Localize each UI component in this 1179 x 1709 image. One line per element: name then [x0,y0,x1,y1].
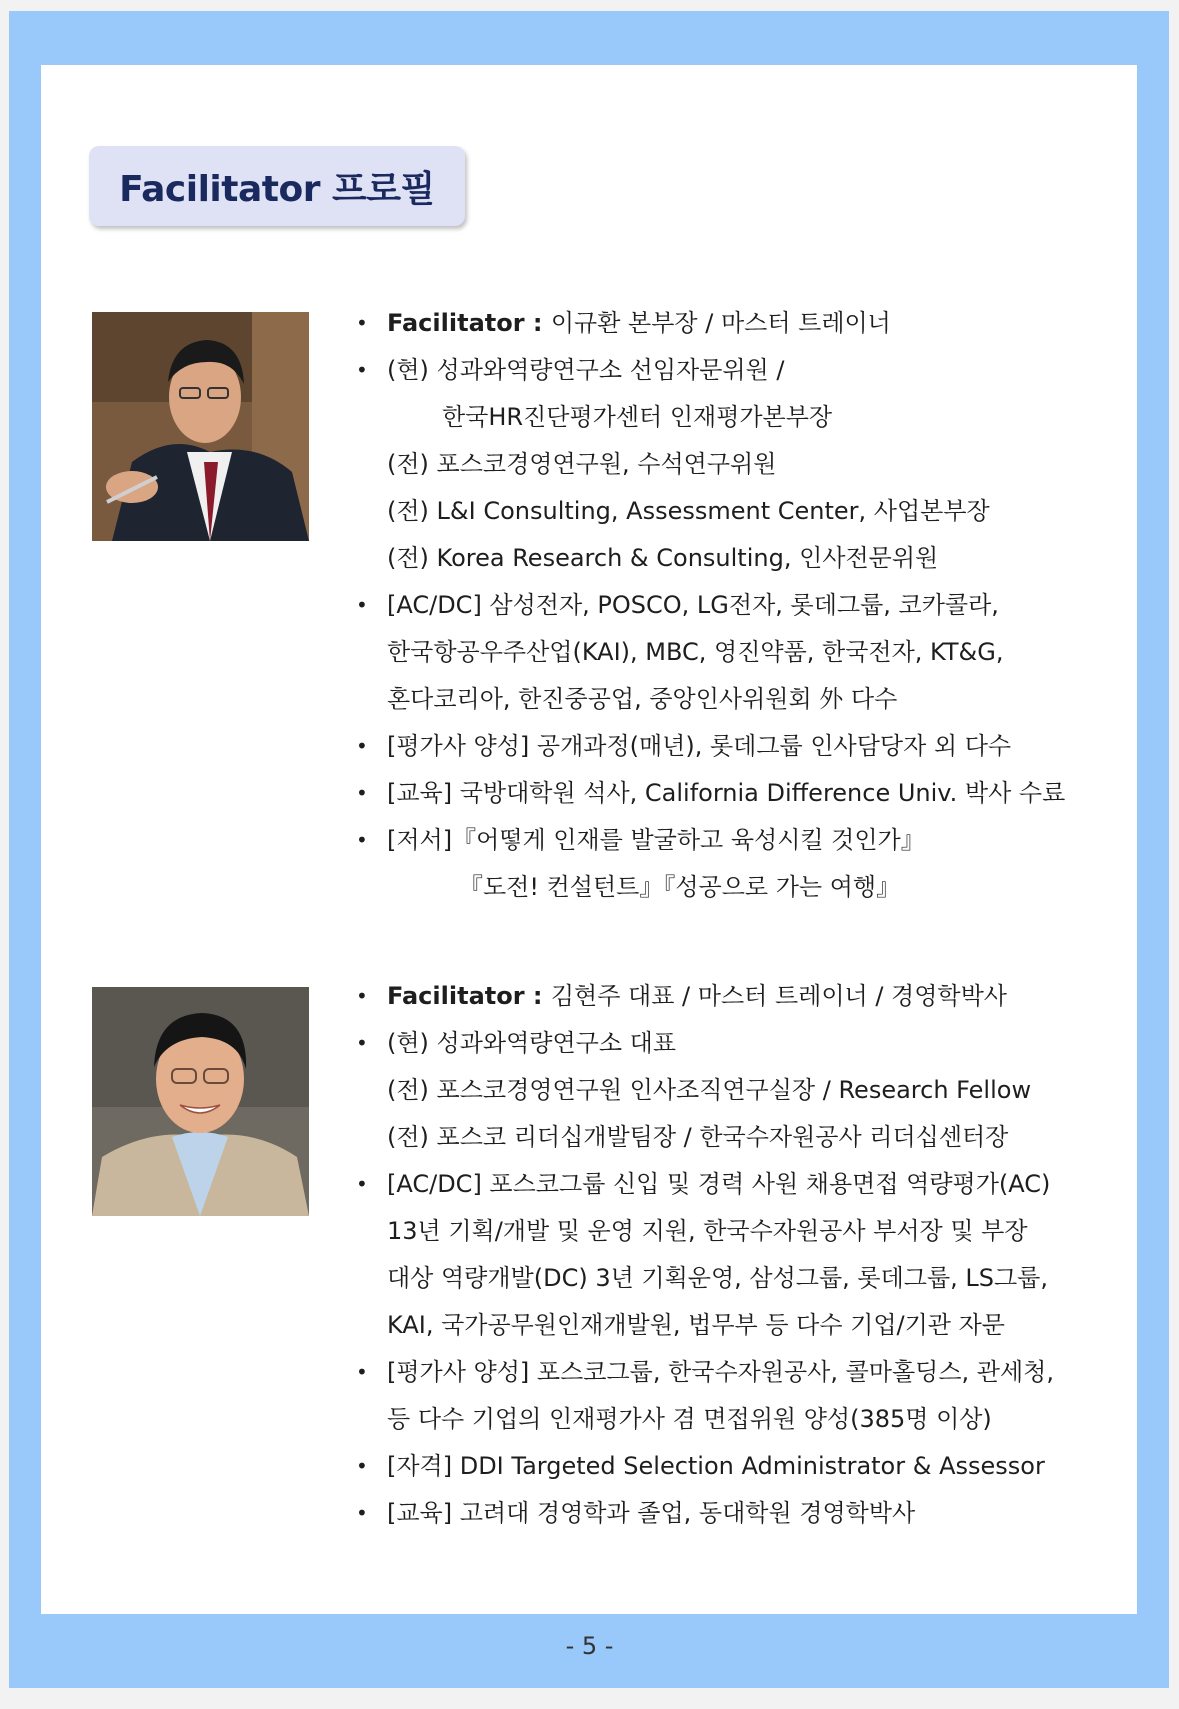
section-title: Facilitator 프로필 [119,168,435,210]
bullet: • [356,781,368,805]
list-item [350,1490,1130,1537]
bullet: • [356,311,368,335]
assessor-line: 등 다수 기업의 인재평가사 겸 면접위원 양성(385명 이상) [387,1405,992,1433]
acdc-line: 대상 역량개발(DC) 3년 기획운영, 삼성그룹, 롯데그룹, LS그룹, [387,1264,1048,1292]
list-item [350,723,1130,770]
career-line: (전) 포스코경영연구원, 수석연구위원 [387,450,777,478]
assessor-line: [평가사 양성] 포스코그룹, 한국수자원공사, 콜마홀딩스, 관세청, [387,1358,1054,1386]
list-item [350,300,1130,347]
list-item [350,770,1130,817]
career-line: (전) L&I Consulting, Assessment Center, 사업본부장 [387,497,990,525]
bullet: • [356,1172,368,1196]
list-item [350,582,1130,723]
acdc-line: 혼다코리아, 한진중공업, 중앙인사위원회 外 다수 [387,685,898,713]
bullet: • [356,358,368,382]
career-line: (전) Korea Research & Consulting, 인사전문위원 [387,544,939,572]
acdc-line: [AC/DC] 삼성전자, POSCO, LG전자, 롯데그룹, 코카콜라, [387,591,999,619]
bullet: • [356,1360,368,1384]
bullet: • [356,593,368,617]
acdc-line: [AC/DC] 포스코그룹 신입 및 경력 사원 채용면접 역량평가(AC) [387,1170,1051,1198]
list-item [350,1020,1130,1161]
books-line: 『도전! 컨설턴트』『성공으로 가는 여행』 [459,873,901,901]
role-label: Facilitator [387,309,525,337]
list-item [350,1443,1130,1490]
role-label: Facilitator [387,982,525,1010]
books-line: [저서]『어떻게 인재를 발굴하고 육성시킬 것인가』 [387,826,925,854]
certification-line: [자격] DDI Targeted Selection Administrator & Assessor [387,1452,1045,1480]
acdc-line: 13년 기획/개발 및 운영 지원, 한국수자원공사 부서장 및 부장 [387,1217,1028,1245]
list-item [350,1349,1130,1443]
career-line: (전) 포스코경영연구원 인사조직연구실장 / Research Fellow [387,1076,1032,1104]
role-value: 이규환 본부장 / 마스터 트레이너 [550,309,891,337]
acdc-line: KAI, 국가공무원인재개발원, 법무부 등 다수 기업/기관 자문 [387,1311,1005,1339]
bullet: • [356,1501,368,1525]
page-number: - 5 - [565,1632,614,1660]
acdc-line: 한국항공우주산업(KAI), MBC, 영진약품, 한국전자, KT&G, [387,638,1004,666]
list-item [350,817,1130,911]
career-line: 한국HR진단평가센터 인재평가본부장 [442,403,833,431]
profile-list-2 [350,973,1130,1537]
role-separator: : [524,982,551,1010]
education-line: [교육] 고려대 경영학과 졸업, 동대학원 경영학박사 [387,1499,916,1527]
bullet: • [356,828,368,852]
facilitator-photo-1 [92,312,309,541]
bullet: • [356,1031,368,1055]
profile-list-1 [350,300,1130,911]
career-line: (현) 성과와역량연구소 선임자문위원 / [387,356,785,384]
section-title-box [89,146,465,226]
bullet: • [356,734,368,758]
role-value: 김현주 대표 / 마스터 트레이너 / 경영학박사 [550,982,1007,1010]
education-line: [교육] 국방대학원 석사, California Difference Univ. 박사 수료 [387,779,1066,807]
bullet: • [356,984,368,1008]
assessor-line: [평가사 양성] 공개과정(매년), 롯데그룹 인사담당자 외 다수 [387,732,1012,760]
career-line: (전) 포스코 리더십개발팀장 / 한국수자원공사 리더십센터장 [387,1123,1009,1151]
career-line: (현) 성과와역량연구소 대표 [387,1029,677,1057]
bullet: • [356,1454,368,1478]
facilitator-photo-2 [92,987,309,1216]
list-item [350,973,1130,1020]
list-item [350,1161,1130,1349]
list-item [350,347,1130,582]
role-separator: : [524,309,551,337]
